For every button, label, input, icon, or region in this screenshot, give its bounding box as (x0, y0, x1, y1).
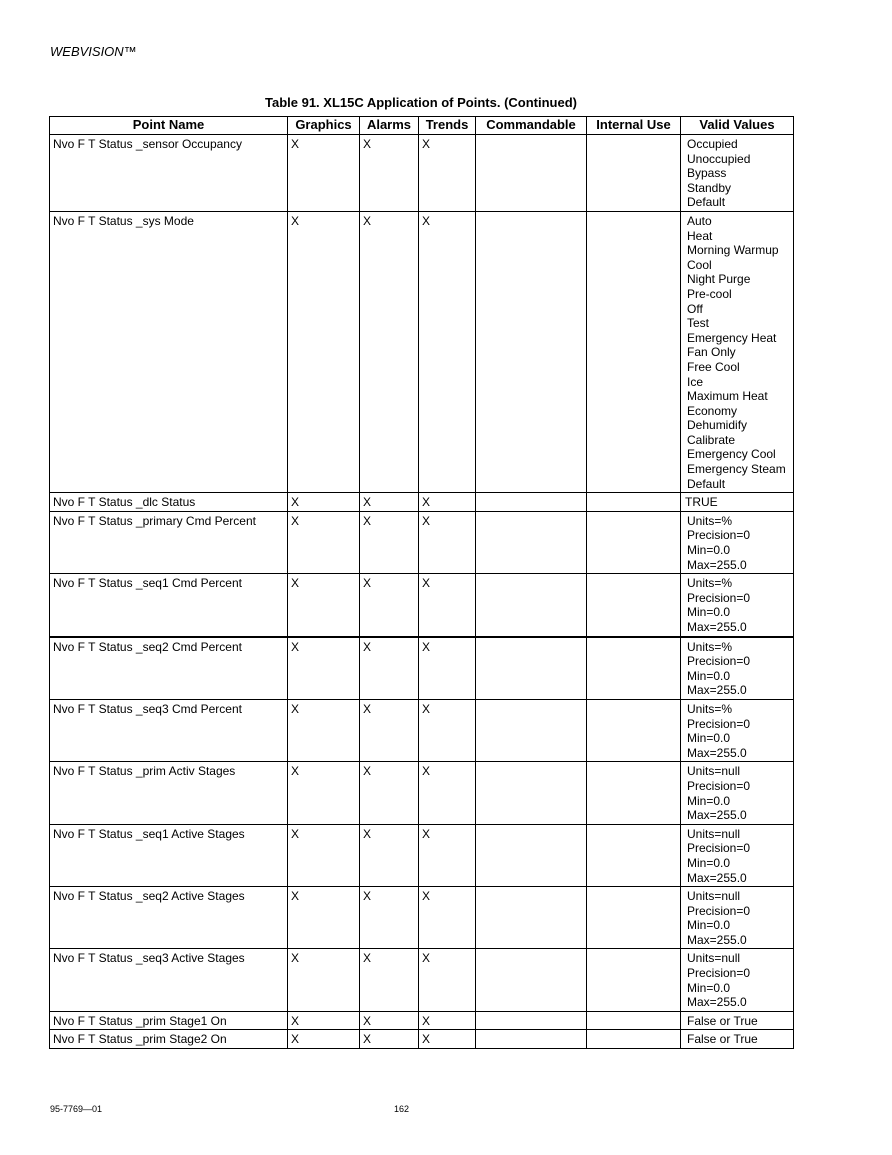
valid-value: Test (687, 316, 710, 331)
valid-value: Max=255.0 (687, 620, 747, 634)
table-row (50, 762, 794, 824)
trends-cell: X (419, 699, 476, 761)
commandable-cell (476, 135, 587, 212)
commandable-cell (476, 824, 587, 886)
point-name-cell: Nvo F T Status _seq1 Active Stages (50, 824, 288, 886)
valid-value: Max=255.0 (687, 808, 747, 823)
commandable-cell (476, 887, 587, 949)
trends-cell: X (419, 135, 476, 212)
table-body (50, 135, 794, 1049)
valid-values-cell (681, 211, 794, 492)
internal-use-cell (587, 135, 681, 212)
point-name-cell: Nvo F T Status _dlc Status (50, 493, 288, 512)
alarms-cell: X (360, 699, 419, 761)
point-name-cell: Nvo F T Status _seq2 Active Stages (50, 887, 288, 949)
table-row (50, 637, 794, 700)
graphics-cell: X (288, 211, 360, 492)
valid-value: Heat (687, 228, 713, 243)
valid-value: Units=% (687, 576, 733, 591)
point-name-cell: Nvo F T Status _prim Activ Stages (50, 762, 288, 824)
valid-value: Precision=0 (687, 841, 751, 856)
valid-value: Maximum Heat (687, 389, 768, 404)
internal-use-cell (587, 949, 681, 1011)
trends-cell: X (419, 1011, 476, 1030)
valid-value: False or True (687, 1013, 758, 1028)
valid-value: Precision=0 (687, 528, 751, 543)
valid-value: Ice (687, 374, 704, 389)
valid-value: Precision=0 (687, 903, 751, 918)
trends-cell: X (419, 949, 476, 1011)
valid-value: Precision=0 (687, 778, 751, 793)
points-table (49, 116, 794, 1049)
valid-value: Max=255.0 (687, 995, 747, 1010)
table-row (50, 493, 794, 512)
valid-value: Min=0.0 (687, 980, 731, 995)
document-header-brand: WEBVISION™ (50, 44, 137, 59)
alarms-cell: X (360, 887, 419, 949)
table-header-row (50, 117, 794, 135)
commandable-cell (476, 762, 587, 824)
column-header-graphics: Graphics (288, 117, 360, 135)
internal-use-cell (587, 511, 681, 573)
graphics-cell: X (288, 887, 360, 949)
internal-use-cell (587, 824, 681, 886)
point-name-cell: Nvo F T Status _seq1 Cmd Percent (50, 574, 288, 637)
valid-values-cell (681, 1011, 794, 1030)
graphics-cell: X (288, 1011, 360, 1030)
footer-page-number: 162 (394, 1104, 410, 1114)
alarms-cell: X (360, 211, 419, 492)
valid-value: Off (687, 301, 703, 316)
footer-document-number: 95-7769—01 (50, 1104, 103, 1114)
alarms-cell: X (360, 135, 419, 212)
valid-value: Units=% (687, 639, 733, 654)
alarms-cell: X (360, 637, 419, 700)
point-name-cell: Nvo F T Status _sys Mode (50, 211, 288, 492)
trends-cell: X (419, 887, 476, 949)
valid-value: Dehumidify (687, 418, 748, 433)
valid-value: Calibrate (687, 432, 736, 447)
commandable-cell (476, 511, 587, 573)
valid-value: Emergency Steam (687, 462, 786, 477)
valid-value: Min=0.0 (687, 793, 731, 808)
valid-value: Emergency Cool (687, 447, 776, 462)
valid-values-cell (681, 135, 794, 212)
valid-value: Max=255.0 (687, 745, 747, 760)
valid-value: Fan Only (687, 345, 736, 360)
valid-value: Min=0.0 (687, 731, 731, 746)
valid-value: Morning Warmup (687, 243, 779, 258)
commandable-cell (476, 493, 587, 512)
valid-value: Max=255.0 (687, 932, 747, 947)
graphics-cell: X (288, 493, 360, 512)
valid-value: Units=% (687, 513, 733, 528)
commandable-cell (476, 1030, 587, 1049)
trends-cell: X (419, 637, 476, 700)
valid-value: Auto (687, 213, 712, 228)
valid-value: Unoccupied (687, 151, 751, 166)
valid-value: Max=255.0 (687, 870, 747, 885)
valid-values-cell (681, 762, 794, 824)
alarms-cell: X (360, 574, 419, 637)
graphics-cell: X (288, 135, 360, 212)
valid-value: Units=null (687, 889, 741, 904)
internal-use-cell (587, 887, 681, 949)
valid-value: Min=0.0 (687, 605, 731, 620)
commandable-cell (476, 1011, 587, 1030)
valid-value: False or True (687, 1032, 758, 1047)
valid-values-cell (681, 887, 794, 949)
alarms-cell: X (360, 511, 419, 573)
valid-value: Default (687, 476, 726, 491)
valid-value: Units=null (687, 764, 741, 779)
internal-use-cell (587, 211, 681, 492)
table-row (50, 211, 794, 492)
internal-use-cell (587, 1030, 681, 1049)
trends-cell: X (419, 511, 476, 573)
commandable-cell (476, 574, 587, 637)
table-row (50, 135, 794, 212)
internal-use-cell (587, 574, 681, 637)
valid-value: Precision=0 (687, 966, 751, 981)
valid-value: Pre-cool (687, 286, 732, 301)
point-name-cell: Nvo F T Status _seq2 Cmd Percent (50, 637, 288, 700)
trends-cell: X (419, 211, 476, 492)
valid-value: Max=255.0 (687, 683, 747, 698)
column-header-alarms: Alarms (360, 117, 419, 135)
valid-values-cell (681, 511, 794, 573)
valid-value: Free Cool (687, 359, 740, 374)
trends-cell: X (419, 1030, 476, 1049)
column-header-commandable: Commandable (476, 117, 587, 135)
trends-cell: X (419, 824, 476, 886)
valid-value: Bypass (687, 166, 727, 181)
valid-value: Economy (687, 403, 738, 418)
graphics-cell: X (288, 637, 360, 700)
internal-use-cell (587, 699, 681, 761)
valid-value: Standby (687, 180, 732, 195)
point-name-cell: Nvo F T Status _sensor Occupancy (50, 135, 288, 212)
point-name-cell: Nvo F T Status _prim Stage1 On (50, 1011, 288, 1030)
alarms-cell: X (360, 949, 419, 1011)
valid-values-cell (681, 949, 794, 1011)
valid-value: Precision=0 (687, 716, 751, 731)
valid-value: Precision=0 (687, 654, 751, 669)
table-row (50, 511, 794, 573)
valid-value: TRUE (685, 495, 718, 510)
graphics-cell: X (288, 699, 360, 761)
valid-value: Precision=0 (687, 590, 751, 605)
valid-value: Cool (687, 257, 712, 272)
internal-use-cell (587, 637, 681, 700)
graphics-cell: X (288, 574, 360, 637)
commandable-cell (476, 699, 587, 761)
valid-value: Max=255.0 (687, 557, 747, 572)
column-header-valid-values: Valid Values (681, 117, 794, 135)
trends-cell: X (419, 493, 476, 512)
valid-value: Min=0.0 (687, 668, 731, 683)
internal-use-cell (587, 493, 681, 512)
point-name-cell: Nvo F T Status _primary Cmd Percent (50, 511, 288, 573)
valid-value: Occupied (687, 137, 738, 151)
valid-values-cell (681, 493, 794, 512)
valid-value: Min=0.0 (687, 855, 731, 870)
graphics-cell: X (288, 511, 360, 573)
valid-values-cell (681, 637, 794, 700)
valid-value: Default (687, 195, 726, 210)
table-row (50, 887, 794, 949)
valid-values-cell (681, 1030, 794, 1049)
table-row (50, 824, 794, 886)
graphics-cell: X (288, 762, 360, 824)
point-name-cell: Nvo F T Status _seq3 Cmd Percent (50, 699, 288, 761)
commandable-cell (476, 637, 587, 700)
valid-values-cell (681, 574, 794, 637)
valid-values-cell (681, 824, 794, 886)
alarms-cell: X (360, 1011, 419, 1030)
trends-cell: X (419, 762, 476, 824)
valid-value: Units=null (687, 826, 741, 841)
column-header-internal-use: Internal Use (587, 117, 681, 135)
valid-value: Units=null (687, 951, 741, 966)
valid-value: Min=0.0 (687, 543, 731, 558)
table-row (50, 699, 794, 761)
column-header-trends: Trends (419, 117, 476, 135)
valid-value: Min=0.0 (687, 918, 731, 933)
point-name-cell: Nvo F T Status _prim Stage2 On (50, 1030, 288, 1049)
commandable-cell (476, 949, 587, 1011)
commandable-cell (476, 211, 587, 492)
internal-use-cell (587, 762, 681, 824)
table-row (50, 1011, 794, 1030)
point-name-cell: Nvo F T Status _seq3 Active Stages (50, 949, 288, 1011)
table-row (50, 1030, 794, 1049)
internal-use-cell (587, 1011, 681, 1030)
valid-value: Units=% (687, 701, 733, 716)
alarms-cell: X (360, 493, 419, 512)
valid-value: Emergency Heat (687, 330, 777, 345)
valid-values-cell (681, 699, 794, 761)
valid-value: Night Purge (687, 272, 751, 287)
graphics-cell: X (288, 824, 360, 886)
graphics-cell: X (288, 949, 360, 1011)
table-row (50, 949, 794, 1011)
alarms-cell: X (360, 824, 419, 886)
trends-cell: X (419, 574, 476, 637)
column-header-point-name: Point Name (50, 117, 288, 135)
alarms-cell: X (360, 1030, 419, 1049)
table-caption: Table 91. XL15C Application of Points. (Continued) (264, 95, 577, 110)
table-row (50, 574, 794, 637)
graphics-cell: X (288, 1030, 360, 1049)
alarms-cell: X (360, 762, 419, 824)
